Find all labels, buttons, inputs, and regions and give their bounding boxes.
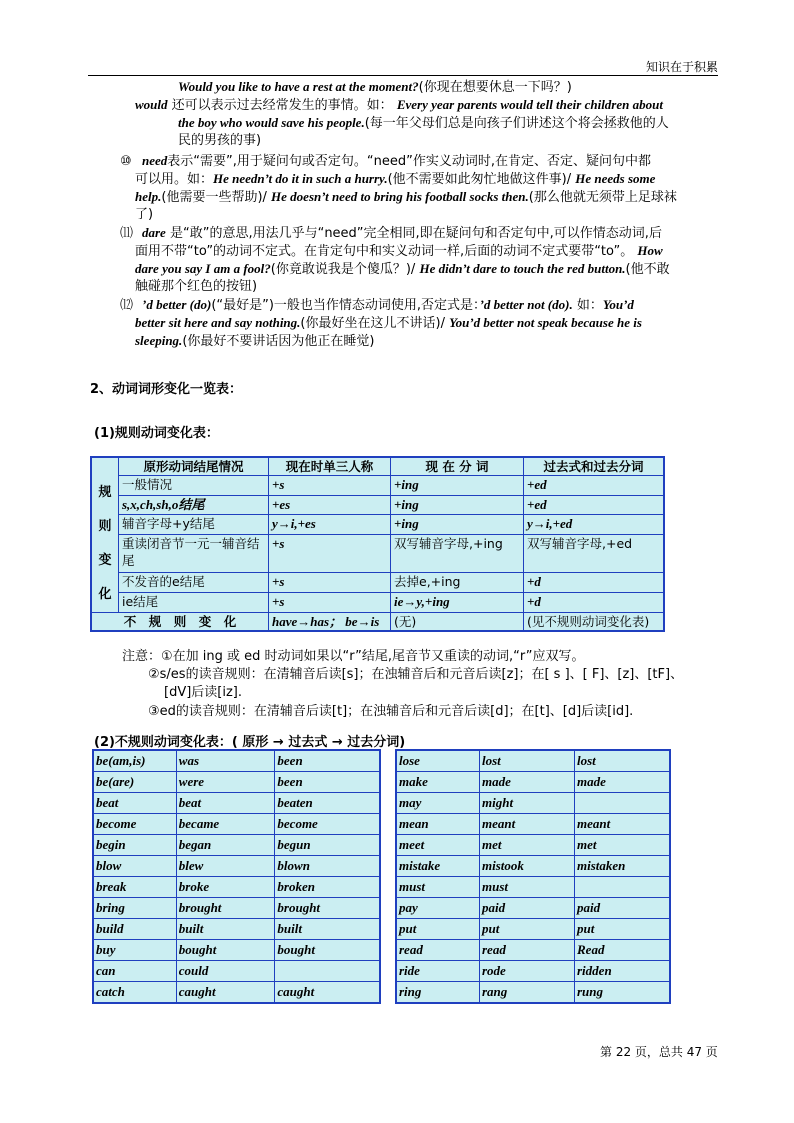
table-cell: read	[480, 940, 575, 961]
table-cell: 去掉e,+ing	[391, 573, 524, 593]
table-row	[93, 940, 380, 961]
side-char: 变	[98, 552, 112, 568]
example-sentence: You’d better not speak because he is	[449, 315, 642, 330]
table-cell: paid	[480, 898, 575, 919]
table-cell: +ing	[391, 515, 524, 535]
table-cell: read	[396, 940, 480, 961]
table-cell: meant	[480, 814, 575, 835]
table-cell: +s	[269, 592, 391, 612]
table-cell	[119, 495, 269, 515]
table-cell: +ing	[391, 495, 524, 515]
table-cell: broke	[176, 877, 275, 898]
table-cell: put	[480, 919, 575, 940]
table-cell: made	[575, 772, 671, 793]
table-cell: be(am,is)	[93, 750, 176, 772]
example-sentence: He didn’t dare to touch the red button.	[419, 261, 626, 276]
table-cell: ridden	[575, 961, 671, 982]
table-cell: +d	[524, 573, 665, 593]
table-cell: build	[93, 919, 176, 940]
translation: (你最好不要讲话因为他正在睡觉)	[182, 334, 375, 349]
table-row	[91, 573, 664, 593]
table-cell: ring	[396, 982, 480, 1004]
example-sentence: help.	[135, 189, 162, 204]
text: 表示“需要”,用于疑问句或否定句。“need”作实义动词时,在肯定、否定、疑问句中都	[167, 154, 651, 169]
table-cell	[275, 961, 380, 982]
table-row	[93, 793, 380, 814]
header-divider	[88, 75, 718, 76]
table-row	[93, 898, 380, 919]
irregular-verb-table-right	[395, 749, 671, 1004]
paragraph-line	[120, 224, 662, 243]
paragraph-line	[120, 296, 634, 315]
table-cell: mistaken	[575, 856, 671, 877]
table-cell: blew	[176, 856, 275, 877]
paragraph-line	[135, 170, 655, 189]
paragraph-line	[178, 78, 572, 97]
example-sentence: How	[637, 243, 663, 258]
irregular-label: 不 规 则 变 化	[91, 612, 269, 631]
example-sentence: sleeping.	[135, 333, 183, 348]
table-cell: +ing	[391, 476, 524, 496]
table-row	[396, 940, 670, 961]
table-cell: beat	[176, 793, 275, 814]
keyword: ’d better (do)	[142, 297, 212, 312]
table-row	[396, 877, 670, 898]
table-cell: ie结尾	[119, 592, 269, 612]
translation: (每一年父母们总是向孩子们讲述这个将会拯救他的人	[364, 116, 669, 131]
item-number: ⑿	[120, 298, 134, 313]
text: 还可以表示过去经常发生的事情。如：	[171, 98, 393, 113]
paragraph-line	[135, 96, 663, 115]
table-cell: met	[480, 835, 575, 856]
table-cell: been	[275, 772, 380, 793]
paragraph-line: 触碰那个红色的按钮)	[135, 279, 258, 294]
table-cell: buy	[93, 940, 176, 961]
table-cell: 双写辅音字母,+ing	[391, 534, 524, 572]
table-cell: make	[396, 772, 480, 793]
table-cell: catch	[93, 982, 176, 1004]
table-header-row	[91, 457, 664, 476]
table-cell: +ed	[524, 476, 665, 496]
side-label	[91, 476, 119, 613]
table-cell	[575, 877, 671, 898]
table-cell: lost	[575, 750, 671, 772]
table-cell: bought	[176, 940, 275, 961]
table-row	[93, 919, 380, 940]
translation: (他不敢	[625, 262, 670, 277]
table-row	[396, 898, 670, 919]
table-cell: put	[396, 919, 480, 940]
table-row	[91, 612, 664, 631]
table-row	[396, 835, 670, 856]
table-cell: were	[176, 772, 275, 793]
table-cell: have→has； be→is	[269, 612, 391, 631]
table-cell: put	[575, 919, 671, 940]
table-cell: (无)	[391, 612, 524, 631]
table-row	[396, 772, 670, 793]
table-header: 现 在 分 词	[391, 457, 524, 476]
table-row	[91, 515, 664, 535]
table-corner	[91, 457, 119, 476]
example-sentence: dare you say I am a fool?	[135, 261, 271, 276]
table-cell: made	[480, 772, 575, 793]
table-cell: +s	[269, 534, 391, 572]
table-row	[93, 877, 380, 898]
table-cell: must	[480, 877, 575, 898]
table-cell: 不发音的e结尾	[119, 573, 269, 593]
table-cell: y→i,+es	[269, 515, 391, 535]
keyword: ’d better not (do).	[479, 297, 573, 312]
subsection-title: (1)规则动词变化表：	[94, 426, 219, 441]
keyword: need	[142, 153, 168, 168]
table-cell: rung	[575, 982, 671, 1004]
table-cell: 辅音字母+y结尾	[119, 515, 269, 535]
table-cell: meet	[396, 835, 480, 856]
table-cell: caught	[275, 982, 380, 1004]
example-sentence: He needs some	[575, 171, 656, 186]
table-row	[396, 750, 670, 772]
table-row	[93, 835, 380, 856]
note-line: ②s/es的读音规则：在清辅音后读[s]；在浊辅音后和元音后读[z]；在[ s ]、[ F]、[z]、[tF]、	[148, 667, 684, 682]
table-cell: caught	[176, 982, 275, 1004]
table-cell: +s	[269, 573, 391, 593]
paragraph-line	[135, 242, 663, 261]
table-cell: met	[575, 835, 671, 856]
table-row	[91, 534, 664, 572]
paragraph-line	[120, 152, 651, 171]
table-cell: blown	[275, 856, 380, 877]
translation: (那么他就无须带上足球袜	[528, 190, 677, 205]
table-row	[396, 793, 670, 814]
example-sentence: He doesn’t need to bring his football socks then.	[271, 189, 529, 204]
example-sentence: Every year parents would tell their children about	[396, 97, 663, 112]
table-cell: may	[396, 793, 480, 814]
table-cell: begun	[275, 835, 380, 856]
table-cell: began	[176, 835, 275, 856]
table-cell: built	[275, 919, 380, 940]
paragraph-line	[135, 314, 642, 333]
page-footer: 第 22 页，总共 47 页	[600, 1045, 718, 1059]
table-cell: 双写辅音字母,+ed	[524, 534, 665, 572]
paragraph-line: 了)	[135, 207, 154, 222]
table-cell: +ed	[524, 495, 665, 515]
text: (“最好是”)一般也当作情态动词使用,否定式是：	[211, 298, 480, 313]
table-header: 过去式和过去分词	[524, 457, 665, 476]
table-cell: might	[480, 793, 575, 814]
table-cell: Read	[575, 940, 671, 961]
note-line: ③ed的读音规则：在清辅音后读[t]；在浊辅音后和元音后读[d]；在[t]、[d]后读[id].	[148, 704, 634, 719]
table-row	[93, 772, 380, 793]
table-row	[396, 919, 670, 940]
text: 面用不带“to”的动词不定式。在肯定句中和实义动词一样,后面的动词不定式要带“to”。	[135, 244, 634, 259]
table-row	[93, 982, 380, 1004]
table-cell: built	[176, 919, 275, 940]
side-char: 则	[98, 518, 112, 534]
table-row	[91, 476, 664, 496]
table-cell: blow	[93, 856, 176, 877]
table-row	[396, 814, 670, 835]
keyword: dare	[142, 225, 166, 240]
table-cell: brought	[176, 898, 275, 919]
table-row	[396, 856, 670, 877]
table-cell: (见不规则动词变化表)	[524, 612, 665, 631]
table-cell: ride	[396, 961, 480, 982]
table-cell: beat	[93, 793, 176, 814]
paragraph-line	[135, 260, 670, 279]
page-header-title: 知识在于积累	[645, 60, 718, 74]
table-cell: could	[176, 961, 275, 982]
table-row	[91, 592, 664, 612]
paragraph-line	[178, 114, 669, 133]
table-cell: pay	[396, 898, 480, 919]
translation: (你竟敢说我是个傻瓜？)/	[270, 262, 416, 277]
translation: (他需要一些帮助)/	[161, 190, 267, 205]
table-cell	[575, 793, 671, 814]
table-cell: can	[93, 961, 176, 982]
table-cell: break	[93, 877, 176, 898]
table-cell: mistook	[480, 856, 575, 877]
table-header: 现在时单三人称	[269, 457, 391, 476]
keyword: would	[135, 97, 168, 112]
text: 可以用。如：	[135, 172, 214, 187]
example-sentence: the boy who would save his people.	[178, 115, 365, 130]
table-cell: mean	[396, 814, 480, 835]
item-number: ⑾	[120, 226, 134, 241]
table-cell: +s	[269, 476, 391, 496]
regular-verb-table	[90, 456, 665, 632]
table-cell: ie→y,+ing	[391, 592, 524, 612]
irregular-verb-table-left	[92, 749, 381, 1004]
paragraph-line	[135, 332, 374, 351]
translation: (你现在想要休息一下吗？)	[418, 80, 572, 95]
table-cell: be(are)	[93, 772, 176, 793]
table-cell: rang	[480, 982, 575, 1004]
table-cell: been	[275, 750, 380, 772]
table-cell: become	[93, 814, 176, 835]
table-row	[93, 814, 380, 835]
table-cell: become	[275, 814, 380, 835]
paragraph-line: 民的男孩的事)	[178, 133, 262, 148]
section-title: 2、动词词形变化一览表：	[90, 382, 243, 397]
table-row	[93, 856, 380, 877]
subsection-title: (2)不规则动词变化表：( 原形 → 过去式 → 过去分词)	[94, 735, 406, 750]
item-number: ⑩	[120, 154, 132, 169]
table-row	[93, 961, 380, 982]
example-sentence: He needn’t do it in such a hurry.	[213, 171, 388, 186]
table-row	[91, 495, 664, 515]
note-line: [dV]后读[iz].	[164, 685, 243, 700]
table-cell: brought	[275, 898, 380, 919]
table-cell: 重读闭音节一元一辅音结尾	[119, 534, 269, 572]
example-sentence: You’d	[602, 297, 634, 312]
table-cell: must	[396, 877, 480, 898]
table-cell: bring	[93, 898, 176, 919]
paragraph-line	[135, 188, 677, 207]
table-cell: begin	[93, 835, 176, 856]
table-cell: meant	[575, 814, 671, 835]
table-cell: lost	[480, 750, 575, 772]
side-char: 规	[98, 484, 112, 500]
table-cell: was	[176, 750, 275, 772]
table-cell: beaten	[275, 793, 380, 814]
table-cell: mistake	[396, 856, 480, 877]
translation: (你最好坐在这儿不讲话)/	[300, 316, 445, 331]
table-row	[396, 982, 670, 1004]
table-cell: paid	[575, 898, 671, 919]
text: 如：	[576, 298, 603, 313]
example-sentence: better sit here and say nothing.	[135, 315, 301, 330]
table-row	[93, 750, 380, 772]
table-cell: y→i,+ed	[524, 515, 665, 535]
table-cell: rode	[480, 961, 575, 982]
table-cell: +d	[524, 592, 665, 612]
table-cell: lose	[396, 750, 480, 772]
table-cell: broken	[275, 877, 380, 898]
table-header: 原形动词结尾情况	[119, 457, 269, 476]
text: 是“敢”的意思,用法几乎与“need”完全相同,即在疑问句和否定句中,可以作情态动词,后	[169, 226, 662, 241]
table-row	[396, 961, 670, 982]
table-cell: bought	[275, 940, 380, 961]
table-cell: 一般情况	[119, 476, 269, 496]
table-cell: became	[176, 814, 275, 835]
table-cell: +es	[269, 495, 391, 515]
translation: (他不需要如此匆忙地做这件事)/	[387, 172, 572, 187]
note-line: 注意：①在加 ing 或 ed 时动词如果以“r”结尾,尾音节又重读的动词,“r”应双写。	[122, 649, 585, 664]
side-char: 化	[98, 586, 112, 602]
example-sentence: Would you like to have a rest at the moment?	[178, 79, 419, 94]
cell-text: s,x,ch,sh,o结尾	[122, 496, 205, 512]
